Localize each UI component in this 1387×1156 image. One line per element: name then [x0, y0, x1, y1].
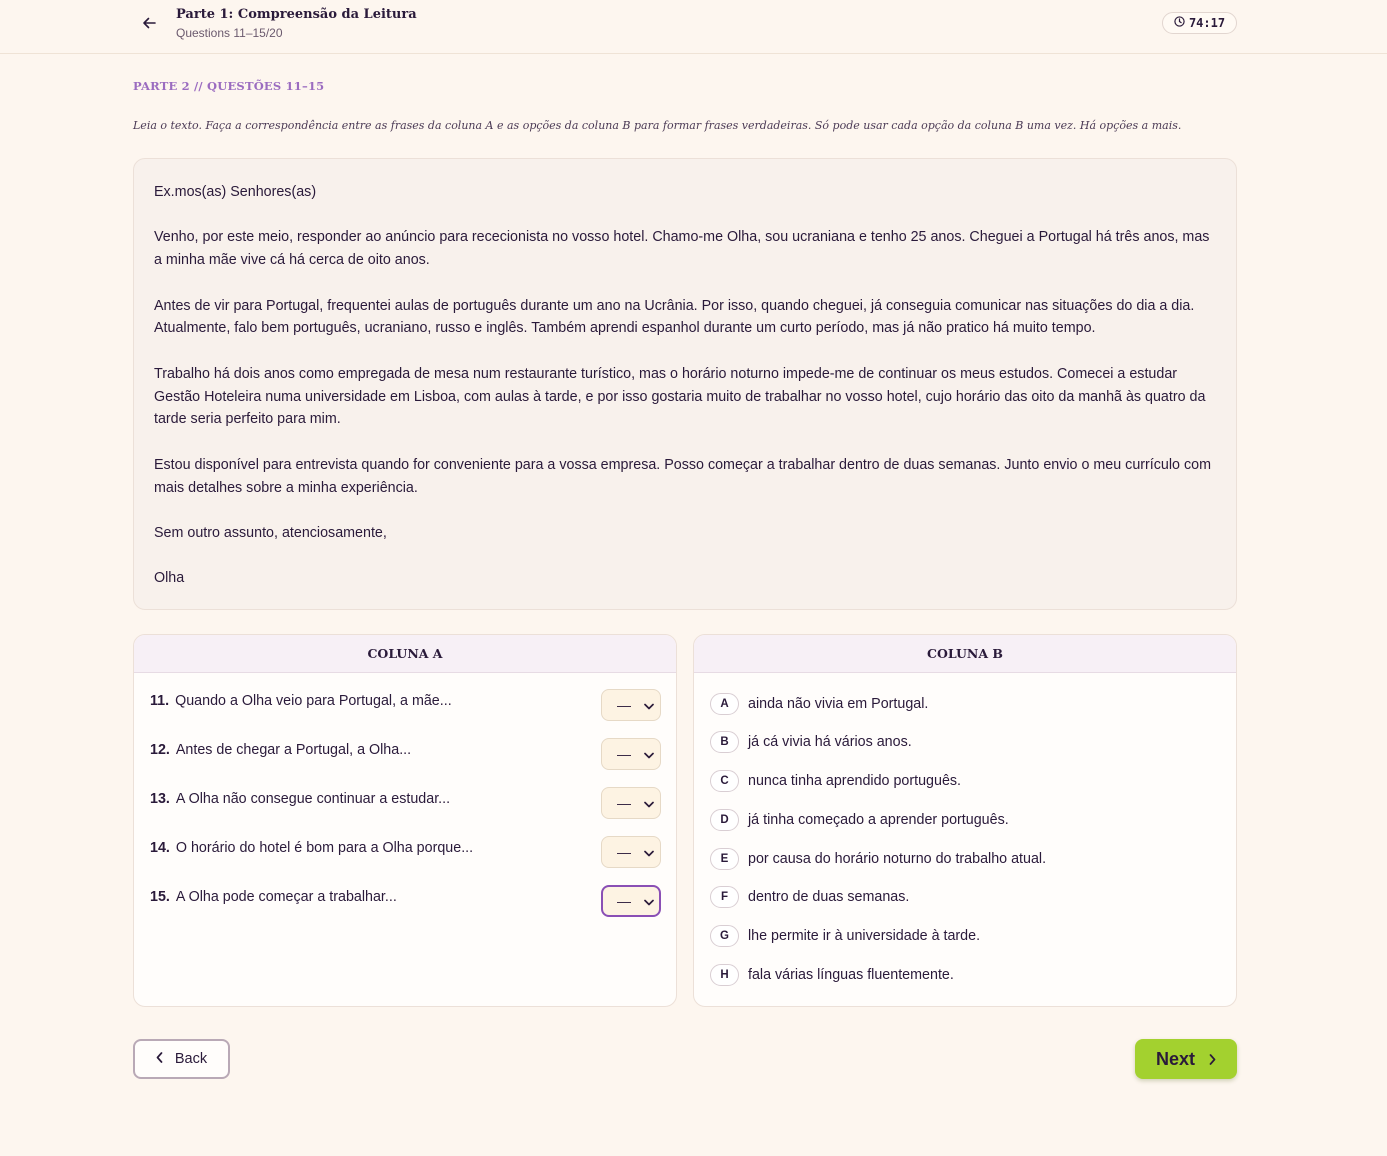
answer-select-14[interactable] — [601, 836, 661, 868]
selected-value: — — [617, 746, 631, 762]
timer-badge — [1162, 12, 1237, 34]
column-a-card — [133, 634, 677, 1007]
question-row — [150, 836, 662, 870]
option-row — [710, 691, 928, 717]
letter-paragraph: Trabalho há dois anos como empregada de mesa num restaurante turístico, mas o horário noturno impede-me de continuar os meus estudos. Comecei a estudar Gestão Hoteleira numa universidade em Lisboa, com aulas à tarde, e por isso gostaria muito de trabalhar no vosso hotel, cujo horário das oito da manhã às quatro da tarde seria perfeito para mim. — [154, 365, 1206, 428]
option-row — [710, 884, 909, 910]
question-progress: Questions 11–15/20 — [176, 26, 283, 40]
answer-select-11[interactable] — [601, 689, 661, 721]
letter-paragraph: Ex.mos(as) Senhores(as) — [154, 184, 317, 200]
letter-paragraph: Antes de vir para Portugal, frequentei aulas de português durante um ano na Ucrânia. Por isso, quando cheguei, já conseguia comunicar nas situações do dia a dia. Atualmente, falo bem português, ucraniano, russo e inglês. Também aprendi espanhol durante um curto período, mas já não pratico há muito tempo. — [154, 297, 1195, 337]
question-row — [150, 689, 662, 723]
top-bar — [0, 0, 1387, 54]
back-button-label: Back — [174, 1051, 208, 1067]
selected-value: — — [617, 795, 631, 811]
option-row — [710, 962, 954, 988]
question-number: 15. — [150, 889, 170, 905]
option-letter: B — [710, 731, 739, 753]
selected-value: — — [617, 893, 631, 909]
question-number: 11. — [150, 693, 170, 709]
next-button-label: Next — [1155, 1048, 1195, 1069]
question-row — [150, 787, 662, 821]
question-text: A Olha pode começar a trabalhar... — [175, 889, 397, 905]
question-number: 13. — [150, 791, 170, 807]
answer-select-15[interactable] — [601, 885, 661, 917]
option-row — [710, 729, 912, 755]
answer-select-13[interactable] — [601, 787, 661, 819]
selected-value: — — [617, 697, 631, 713]
instructions: Leia o texto. Faça a correspondência entre as frases da coluna A e as opções da coluna B para formar frases verdadeiras. Só pode usar cada opção da coluna B uma vez. Há opções a mais. — [133, 119, 1182, 132]
selected-value: — — [617, 844, 631, 860]
section-label: PARTE 2 // QUESTÕES 11–15 — [133, 79, 325, 93]
reading-text — [133, 158, 1237, 610]
answer-select-12[interactable] — [601, 738, 661, 770]
clock-icon — [1174, 16, 1185, 30]
option-row — [710, 807, 1009, 833]
option-text: por causa do horário noturno do trabalho atual. — [748, 851, 1047, 867]
option-text: já tinha começado a aprender português. — [748, 812, 1009, 828]
back-button[interactable] — [133, 1039, 230, 1079]
option-letter: F — [710, 886, 739, 908]
question-text: Antes de chegar a Portugal, a Olha... — [175, 742, 412, 758]
option-letter: A — [710, 693, 739, 715]
chevron-down-icon — [644, 844, 654, 860]
question-text: Quando a Olha veio para Portugal, a mãe... — [175, 693, 452, 709]
letter-paragraph: Estou disponível para entrevista quando for conveniente para a vossa empresa. Posso começar a trabalhar dentro de duas semanas. Junto envio o meu currículo com mais detalhes sobre a minha experiência. — [154, 456, 1211, 496]
option-text: já cá vivia há vários anos. — [748, 734, 912, 750]
chevron-down-icon — [644, 697, 654, 713]
option-row — [710, 846, 1046, 872]
chevron-left-icon — [156, 1051, 163, 1067]
timer-value: 74:17 — [1188, 16, 1226, 30]
chevron-down-icon — [644, 893, 654, 909]
option-letter: H — [710, 964, 739, 986]
question-number: 14. — [150, 840, 170, 856]
column-a-heading: COLUNA A — [134, 635, 676, 673]
option-text: fala várias línguas fluentemente. — [748, 967, 954, 983]
question-number: 12. — [150, 742, 170, 758]
question-text: A Olha não consegue continuar a estudar... — [175, 791, 451, 807]
option-letter: D — [710, 809, 739, 831]
option-letter: C — [710, 770, 739, 792]
letter-paragraph: Sem outro assunto, atenciosamente, — [154, 524, 387, 541]
column-b-heading: COLUNA B — [694, 635, 1236, 673]
question-row — [150, 738, 662, 772]
question-row — [150, 885, 662, 919]
option-text: ainda não vivia em Portugal. — [748, 696, 929, 712]
chevron-down-icon — [644, 746, 654, 762]
option-text: nunca tinha aprendido português. — [748, 773, 962, 789]
next-button[interactable] — [1135, 1039, 1237, 1079]
option-letter: G — [710, 925, 739, 947]
chevron-right-icon — [1209, 1049, 1216, 1070]
back-arrow-icon[interactable] — [138, 12, 160, 34]
option-text: lhe permite ir à universidade à tarde. — [748, 928, 981, 944]
page-title: Parte 1: Compreensão da Leitura — [176, 7, 417, 22]
option-text: dentro de duas semanas. — [748, 889, 910, 905]
option-letter: E — [710, 848, 739, 870]
letter-paragraph: Olha — [154, 570, 185, 587]
column-b-card — [693, 634, 1237, 1007]
letter-paragraph: Venho, por este meio, responder ao anúncio para rececionista no vosso hotel. Chamo-me Olha, sou ucraniana e tenho 25 anos. Cheguei a Portugal há três anos, mas a minha mãe vive cá há cerca de oito anos. — [154, 229, 1210, 269]
option-row — [710, 923, 980, 949]
option-row — [710, 768, 961, 794]
question-text: O horário do hotel é bom para a Olha porque... — [175, 840, 474, 856]
chevron-down-icon — [644, 795, 654, 811]
